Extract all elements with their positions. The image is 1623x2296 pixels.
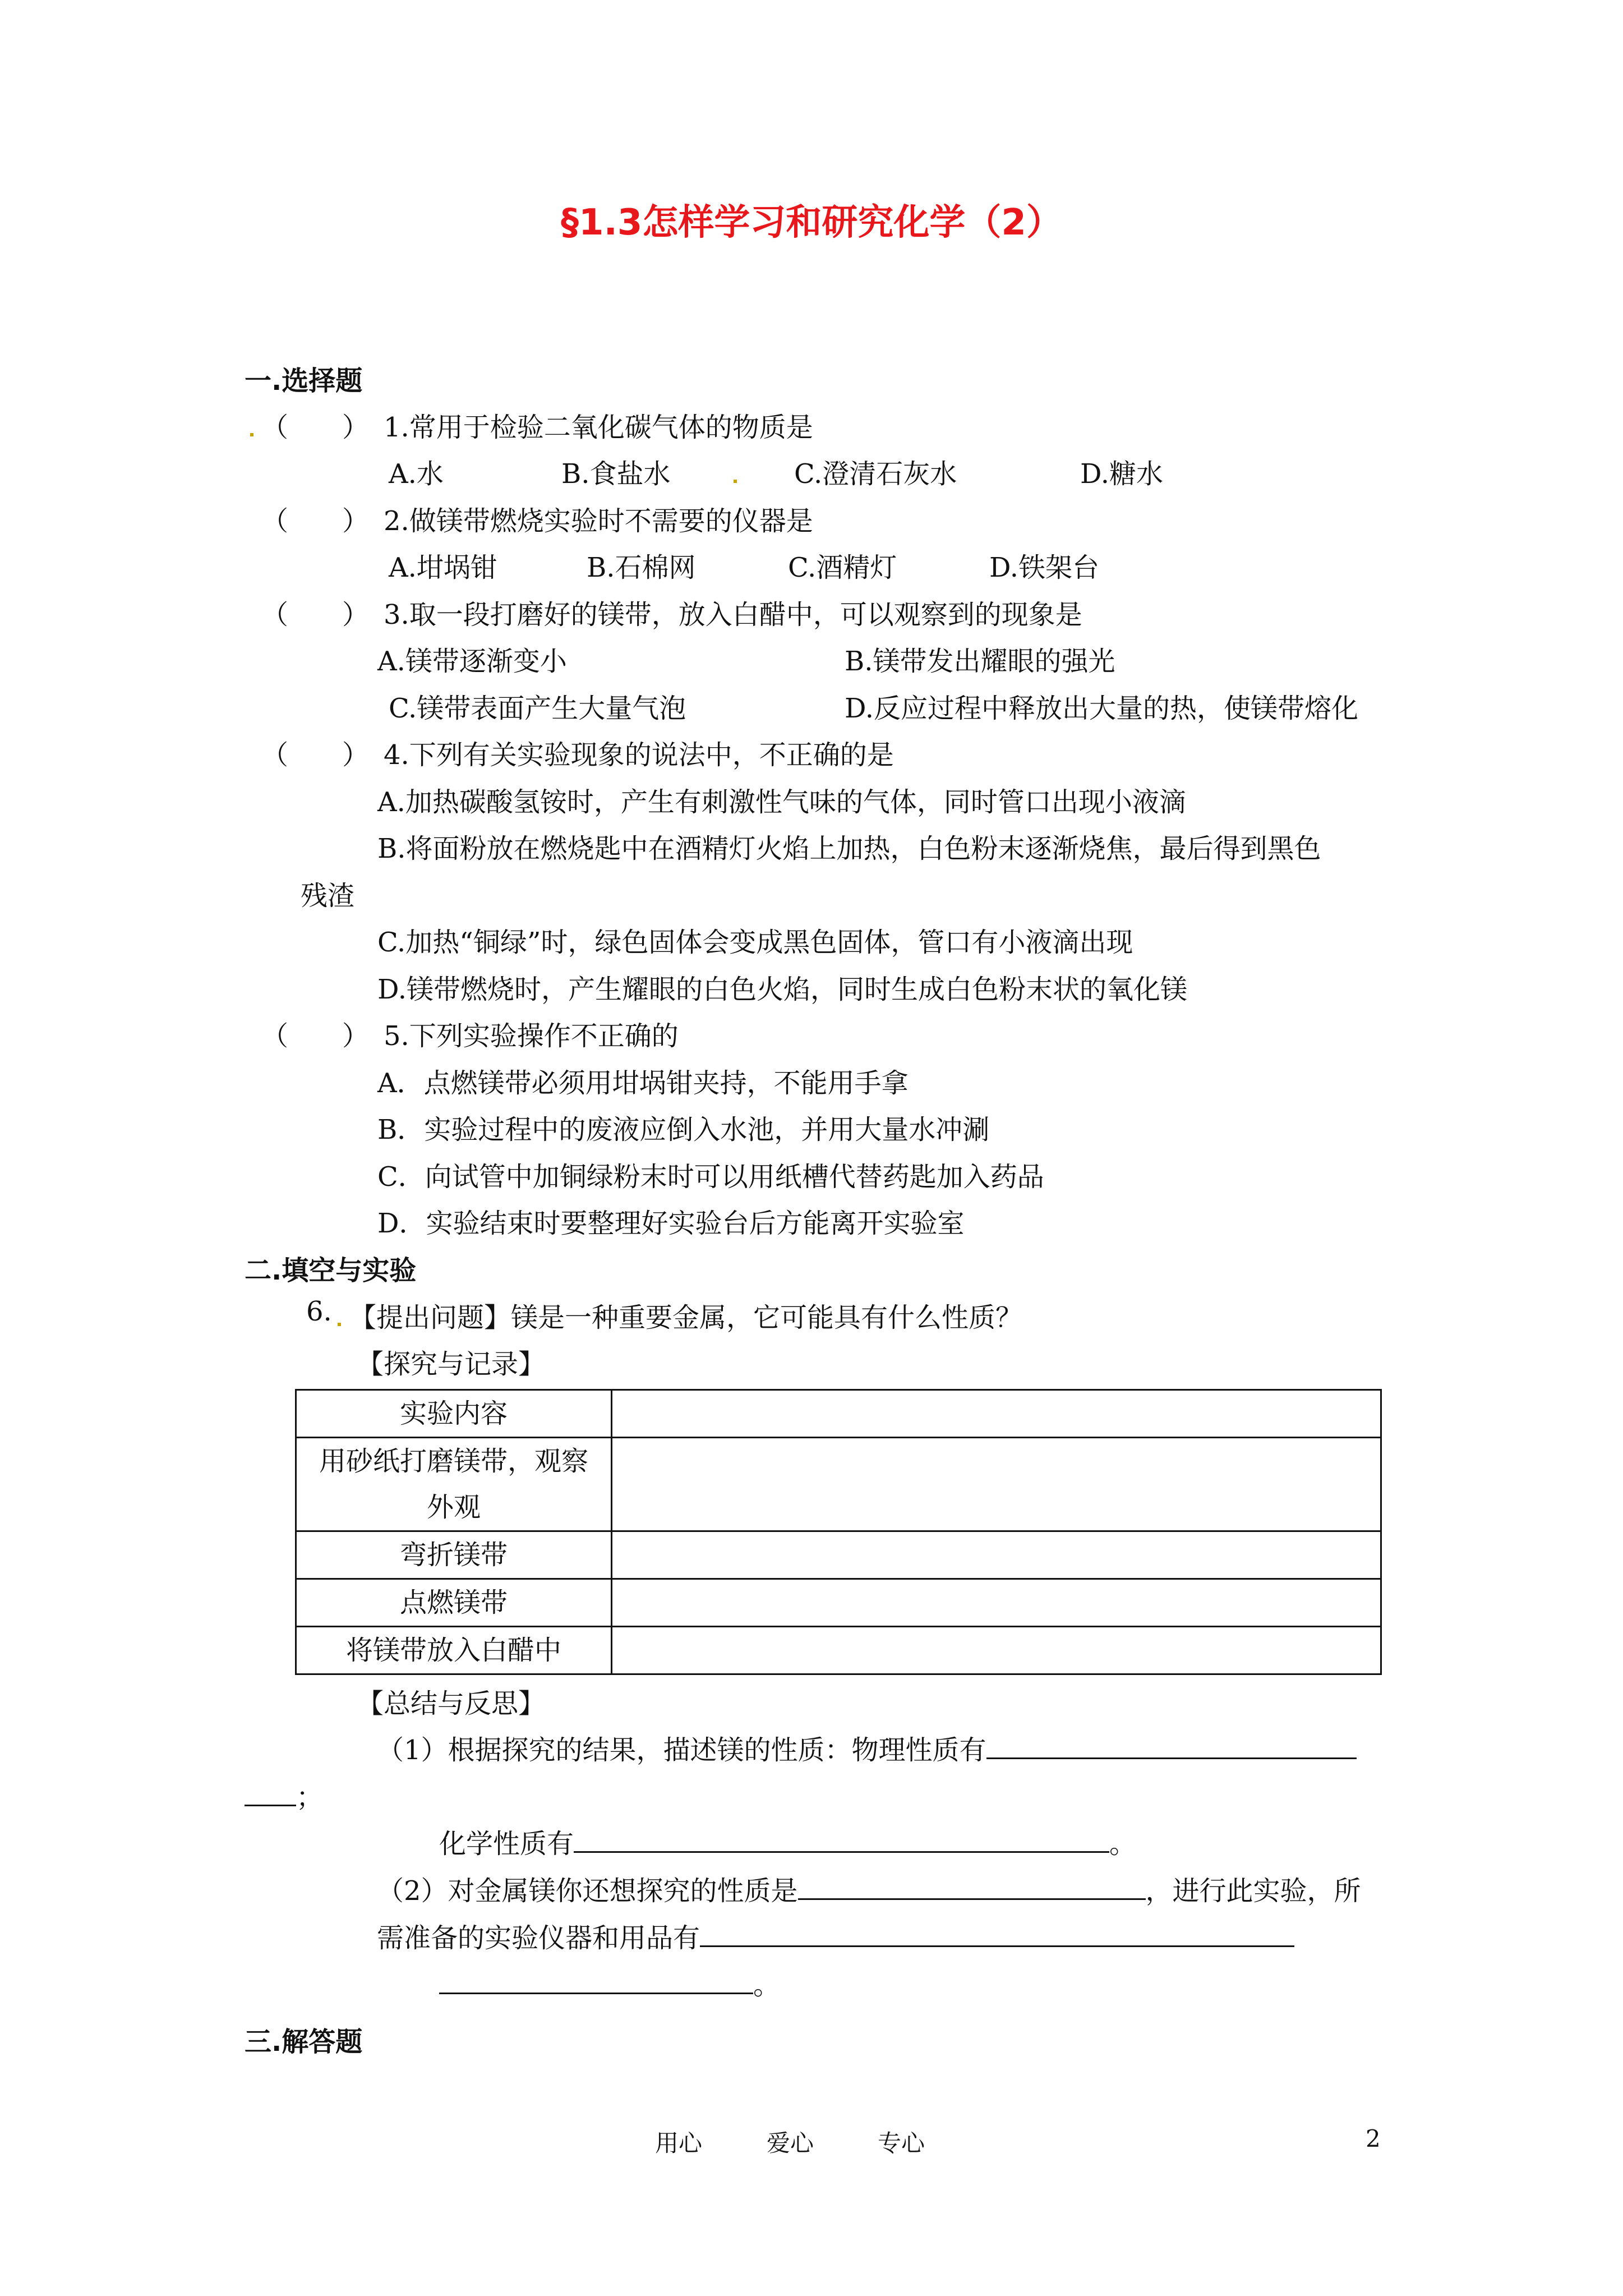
option: B.镁带发出耀眼的强光 [845,646,1115,677]
table-blank-cell[interactable] [612,1531,1381,1579]
summary-2-mid: ，进行此实验，所 [1145,1875,1361,1907]
question-4 [261,733,894,772]
option: A.坩埚钳 [389,552,497,583]
summary-2-prompt: （2）对金属镁你还想探究的性质是 [377,1875,798,1907]
explore-label: 【探究与记录】 [357,1349,546,1380]
summary-1-chem [439,1822,1136,1861]
table-row-label: 将镁带放入白醋中 [296,1627,612,1674]
answer-blank[interactable] [245,1780,296,1806]
page-number: 2 [1366,2125,1381,2152]
option: A.镁带逐渐变小 [377,646,567,677]
option: A.水 [389,458,444,490]
record-table [295,1389,1382,1675]
question-5 [261,1014,679,1053]
speck-mark [338,1323,341,1326]
table-blank-cell[interactable] [612,1579,1381,1627]
option: C.加热“铜绿”时，绿色固体会变成黑色固体，管口有小液滴出现 [377,927,1133,958]
question-stem: 1.常用于检验二氧化碳气体的物质是 [384,412,813,443]
q6-question: 【提出问题】镁是一种重要金属，它可能具有什么性质？ [349,1302,1023,1333]
table-blank-cell[interactable] [612,1438,1381,1531]
option: B.食盐水 [561,458,671,490]
table-row-label: 点燃镁带 [296,1579,612,1627]
row-label-line: 用砂纸打磨镁带，观察 [319,1446,588,1477]
option: D.反应过程中释放出大量的热，使镁带熔化 [845,693,1359,724]
summary-2-prompt2: 需准备的实验仪器和用品有 [377,1922,700,1954]
option: D.铁架台 [989,552,1100,583]
table-row-label: 弯折镁带 [296,1531,612,1579]
answer-paren[interactable]: （ ） [261,1020,370,1052]
footer-motto: 用心 [655,2129,703,2157]
question-stem: 4.下列有关实验现象的说法中，不正确的是 [384,739,894,771]
summary-1-end: ； [296,1782,324,1813]
question-stem: 2.做镁带燃烧实验时不需要的仪器是 [384,505,813,537]
option: B．实验过程中的废液应倒入水池，并用大量水冲涮 [377,1114,990,1145]
answer-paren[interactable]: （ ） [261,599,370,631]
summary-label: 【总结与反思】 [357,1688,546,1719]
option: C.酒精灯 [788,552,897,583]
footer-motto: 爱心 [767,2129,814,2157]
answer-paren[interactable]: （ ） [261,412,370,443]
answer-blank[interactable] [439,1968,753,1994]
option: A．点燃镁带必须用坩埚钳夹持，不能用手拿 [377,1068,909,1099]
summary-1-prompt: （1）根据探究的结果，描述镁的性质：物理性质有 [377,1734,986,1766]
summary-2-text [377,1869,1361,1908]
table-row-label [296,1438,612,1531]
option: B.石棉网 [587,552,696,583]
option: C.镁带表面产生大量气泡 [389,693,686,724]
summary-1-text [377,1728,1357,1767]
section-heading-fill: 二.填空与实验 [245,1255,417,1286]
summary-1-chem-end: 。 [1109,1828,1137,1860]
option: D．实验结束时要整理好实验台后方能离开实验室 [377,1208,965,1239]
section-heading-answer: 三.解答题 [245,2026,363,2058]
option: D.糖水 [1080,458,1164,490]
option: C．向试管中加铜绿粉末时可以用纸槽代替药匙加入药品 [377,1161,1044,1193]
option-continuation: 残渣 [301,880,355,912]
table-header-cell: 实验内容 [296,1390,612,1438]
q6-number: 6. [306,1296,332,1327]
question-2 [261,499,813,538]
page-title: §1.3怎样学习和研究化学（2） [561,202,1062,243]
option: B.将面粉放在燃烧匙中在酒精灯火焰上加热，白色粉末逐渐烧焦，最后得到黑色 [377,833,1321,864]
speck-mark [734,480,737,483]
section-heading-choice: 一.选择题 [245,365,363,397]
option: A.加热碳酸氢铵时，产生有刺激性气味的气体，同时管口出现小液滴 [377,786,1186,818]
question-1 [261,406,813,444]
option: C.澄清石灰水 [794,458,957,490]
question-3 [261,593,1082,632]
speck-mark [250,433,253,436]
question-stem: 3.取一段打磨好的镁带，放入白醋中，可以观察到的现象是 [384,599,1082,631]
footer-motto: 专心 [878,2129,925,2157]
answer-blank[interactable] [574,1826,1109,1853]
summary-2-end: 。 [753,1970,781,2001]
answer-blank[interactable] [700,1921,1294,1947]
table-blank-cell[interactable] [612,1627,1381,1674]
summary-1-chem-prompt: 化学性质有 [439,1828,574,1860]
table-blank-cell[interactable] [612,1390,1381,1438]
option: D.镁带燃烧时，产生耀眼的白色火焰，同时生成白色粉末状的氧化镁 [377,974,1188,1005]
answer-blank[interactable] [798,1874,1146,1900]
question-stem: 5.下列实验操作不正确的 [384,1020,679,1052]
answer-blank[interactable] [986,1733,1357,1759]
summary-2-line2 [377,1916,1294,1955]
answer-paren[interactable]: （ ） [261,739,370,771]
row-label-line: 外观 [426,1492,481,1523]
summary-2-line3 [439,1963,780,2002]
answer-paren[interactable]: （ ） [261,505,370,537]
summary-1-cont [245,1775,323,1814]
